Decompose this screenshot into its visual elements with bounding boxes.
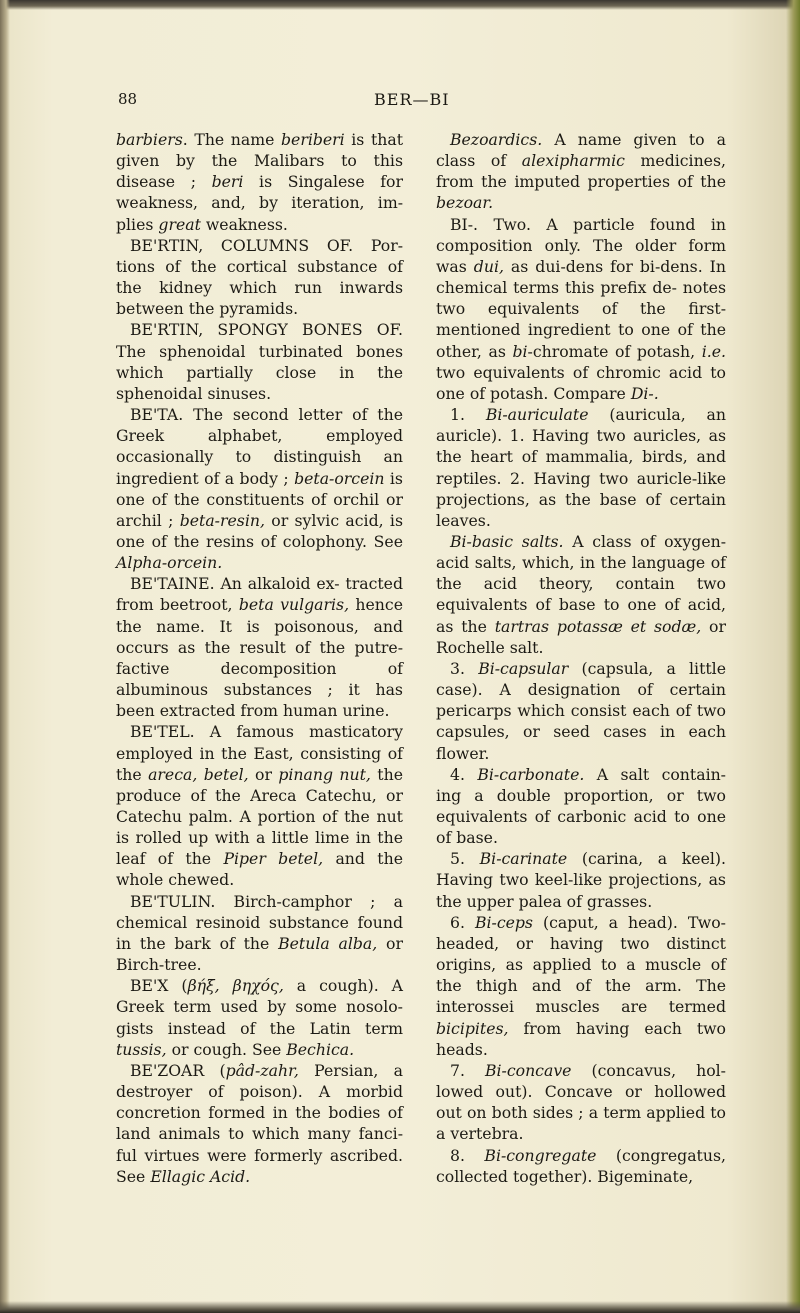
- book-page: [6, 0, 790, 1313]
- italic-term: beta-orcein: [294, 468, 385, 488]
- italic-term: alexipharmic: [521, 151, 625, 171]
- entry-paragraph: [116, 1060, 403, 1187]
- entry-text: is that given by the Malibars to this disease ;: [116, 130, 404, 192]
- italic-term: i.e.: [701, 341, 726, 361]
- entry-paragraph: [436, 404, 726, 531]
- italic-term: bi: [512, 341, 528, 361]
- entry-paragraph: [116, 129, 403, 235]
- entry-text: is one of the constituents of orchil or archil ;: [116, 468, 403, 530]
- entry-text: BI-. Two. A particle found in composition only. The older form was: [436, 214, 726, 276]
- entry-text: two equivalents of chromic acid to one of potash. Compare: [436, 362, 726, 403]
- page-number: 88: [118, 90, 138, 108]
- italic-term: Alpha-orcein.: [116, 553, 223, 573]
- entry-text: BE'TEL. A famous masticatory employed in the East, consisting of the: [116, 722, 403, 784]
- entry-text: a cough). A Greek term used by some nosolo- gists instead of the Latin term: [116, 976, 403, 1038]
- entry-text: BE'TA. The second letter of the Greek alphabet, employed occasionally to distinguish an ingredient of a body ;: [116, 405, 403, 488]
- entry-paragraph: [436, 764, 726, 849]
- italic-term: pinang nut,: [278, 764, 371, 784]
- entry-text: -chromate of potash,: [527, 341, 702, 361]
- entry-paragraph: [436, 848, 726, 911]
- italic-term: beriberi: [281, 130, 345, 149]
- entry-text: BE'RTIN, COLUMNS OF. Por- tions of the cortical substance of the kidney which run inwards between the pyramids.: [116, 235, 403, 319]
- italic-term: tartras potassæ et sodæ,: [494, 616, 702, 636]
- italic-term: bezoar.: [436, 193, 494, 213]
- entry-text: BE'TULIN. Birch-camphor ; a chemical resinoid substance found in the bark of the: [116, 891, 403, 953]
- entry-paragraph: [436, 531, 726, 658]
- italic-term: Ellagic Acid.: [150, 1166, 251, 1186]
- entry-paragraph: [436, 1145, 726, 1187]
- entry-paragraph: [436, 658, 726, 764]
- entry-paragraph: [116, 319, 403, 404]
- italic-term: beri: [211, 172, 244, 192]
- entry-text: (congregatus, collected together). Bigeminate,: [436, 1145, 726, 1186]
- entry-paragraph: [436, 1060, 726, 1145]
- page-left-edge: [0, 0, 10, 1313]
- right-column: [436, 129, 726, 1187]
- entry-text: or: [248, 764, 279, 784]
- entry-text: or Birch-tree.: [116, 933, 404, 975]
- entry-text: (concavus, hol- lowed out). Concave or hollowed out on both sides ; a term applied to a vertebra.: [436, 1060, 726, 1144]
- italic-term: Di-.: [630, 383, 659, 403]
- italic-term: Bezoardics.: [450, 130, 543, 149]
- italic-term: Bi-concave: [485, 1060, 572, 1080]
- italic-term: Bi-ceps: [474, 912, 533, 932]
- italic-term: Bi-carinate: [479, 849, 568, 869]
- entry-text: medicines, from the imputed properties of the: [436, 151, 726, 192]
- italic-term: dui,: [473, 256, 504, 276]
- entry-text: 3.: [450, 658, 479, 678]
- entry-text: the produce of the Areca Catechu, or Catechu palm. A portion of the nut is rolled up with a little lime in the leaf of the: [116, 764, 403, 869]
- entry-text: 4.: [450, 764, 478, 784]
- entry-text: or cough. See: [166, 1039, 287, 1059]
- italic-term: tussis,: [116, 1039, 167, 1059]
- entry-text: is Singalese for weakness, and, by iteration, im- plies: [116, 172, 403, 234]
- running-head: BER—BI: [374, 90, 450, 109]
- italic-term: areca, betel,: [148, 764, 249, 784]
- entry-text: (carina, a keel). Having two keel-like projections, as the upper palea of grasses.: [436, 849, 726, 911]
- entry-text: BE'X (: [130, 976, 188, 996]
- entry-text: 5.: [450, 849, 480, 869]
- entry-text: (caput, a head). Two- headed, or having two distinct origins, as applied to a muscle of the thigh and of the arm. The interossei muscles are termed: [436, 912, 726, 1017]
- entry-text: (auricula, an auricle). 1. Having two auricles, as the heart of mammalia, birds, and reptiles. 2. Having two auricle-like projections, as the base of certain leaves.: [436, 405, 726, 530]
- italic-term: Piper betel,: [223, 849, 324, 869]
- entry-text: hence the name. It is poisonous, and occurs as the result of the putre- factive decomposition of albuminous substances ; it has been extracted from human urine.: [116, 595, 403, 721]
- italic-term: Bechica.: [286, 1039, 355, 1059]
- entry-paragraph: [436, 214, 726, 404]
- entry-text: BE'RTIN, SPONGY BONES OF. The sphenoidal turbinated bones which partially close in the sphenoidal sinuses.: [116, 320, 403, 403]
- entry-paragraph: [116, 235, 403, 320]
- entry-paragraph: [116, 975, 403, 1060]
- entry-text: or sylvic acid, is one of the resins of colophony. See: [116, 510, 403, 551]
- entry-text: weakness.: [200, 214, 288, 234]
- entry-text: A class of oxygen- acid salts, which, in the language of the acid theory, contain two equivalents of base to one of acid, as the: [436, 531, 727, 636]
- italic-term: beta vulgaris,: [238, 595, 350, 615]
- entry-text: 1.: [450, 405, 486, 425]
- page-bottom-edge: [0, 1301, 800, 1313]
- italic-term: bicipites,: [436, 1018, 509, 1038]
- entry-paragraph: [436, 129, 726, 214]
- page-right-edge: [786, 0, 800, 1313]
- entry-text: 8.: [450, 1145, 485, 1165]
- entry-text: Persian, a destroyer of poison). A morbid concretion formed in the bodies of land animals to which many fanci- ful virtues were formerly ascribed. See: [116, 1060, 403, 1186]
- entry-text: from having each two heads.: [436, 1018, 726, 1059]
- left-column: [116, 129, 403, 1187]
- italic-term: barbiers: [116, 130, 183, 149]
- italic-term: βήξ, βηχός,: [187, 976, 284, 996]
- entry-paragraph: [116, 404, 403, 573]
- entry-text: and the whole chewed.: [116, 849, 403, 890]
- entry-text: A name given to a class of: [436, 130, 726, 171]
- entry-paragraph: [436, 912, 726, 1060]
- entry-paragraph: [116, 573, 403, 721]
- entry-text: or Rochelle salt.: [436, 616, 726, 657]
- entry-paragraph: [116, 721, 403, 890]
- entry-text: BE'ZOAR (: [130, 1060, 226, 1080]
- italic-term: great: [158, 214, 201, 234]
- entry-text: 7.: [450, 1060, 485, 1080]
- italic-term: pâd-zahr,: [225, 1060, 299, 1080]
- italic-term: beta-resin,: [179, 510, 265, 530]
- entry-paragraph: [116, 891, 403, 976]
- entry-text: A salt contain- ing a double proportion, or two equivalents of carbonic acid to one of base.: [436, 764, 726, 848]
- entry-text: as dui-dens for bi-dens. In chemical terms this prefix de- notes two equivalents of the first- mentioned ingredient to one of the other, as: [436, 256, 726, 361]
- entry-text: 6.: [450, 912, 475, 932]
- italic-term: Betula alba,: [278, 933, 378, 953]
- italic-term: Bi-congregate: [484, 1145, 597, 1165]
- entry-text: BE'TAINE. An alkaloid ex- tracted from beetroot,: [116, 574, 403, 615]
- italic-term: Bi-carbonate.: [477, 764, 585, 784]
- italic-term: Bi-capsular: [478, 658, 569, 678]
- italic-term: Bi-basic salts.: [450, 531, 564, 551]
- entry-text: . The name: [182, 130, 282, 149]
- entry-text: (capsula, a little case). A designation of certain pericarps which consist each of two capsules, or seed cases in each flower.: [436, 658, 726, 763]
- page-top-edge: [0, 0, 800, 10]
- italic-term: Bi-auriculate: [485, 405, 589, 425]
